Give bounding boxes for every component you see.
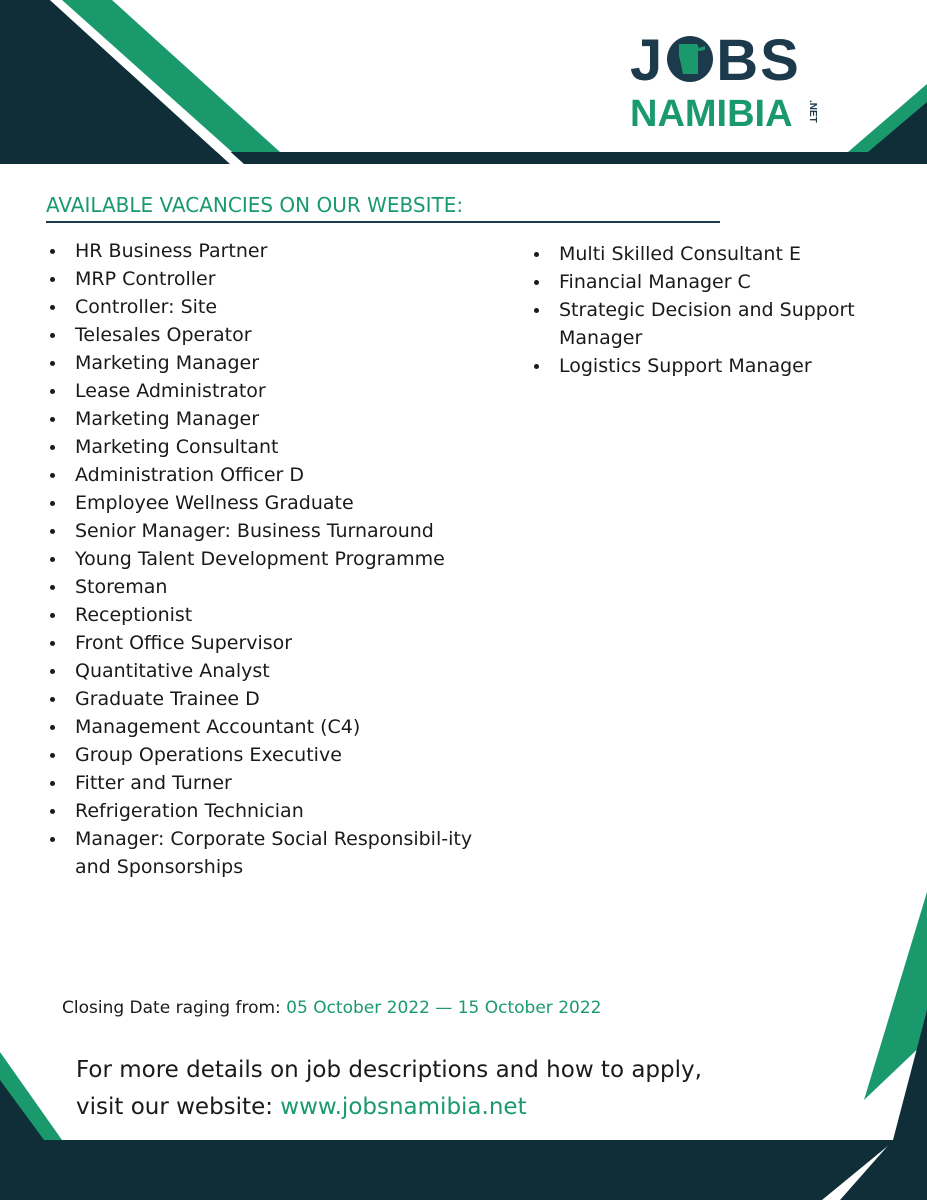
closing-date (62, 998, 601, 1018)
bullet-icon (50, 305, 55, 310)
logo-net-suffix: .NET (807, 100, 818, 123)
bullet-icon (534, 308, 539, 313)
vacancy-item (530, 352, 900, 380)
closing-date-range: 05 October 2022 — 15 October 2022 (286, 998, 602, 1018)
vacancy-item (46, 377, 496, 405)
bullet-icon (50, 585, 55, 590)
logo-wordmark (630, 28, 801, 93)
vacancy-title: MRP Controller (75, 268, 216, 290)
vacancy-title: Telesales Operator (75, 324, 252, 346)
vacancy-item (46, 237, 496, 265)
vacancy-item (46, 433, 496, 461)
vacancy-title: Marketing Manager (75, 352, 260, 374)
vacancy-item (46, 517, 496, 545)
vacancy-item (530, 268, 900, 296)
bullet-icon (50, 473, 55, 478)
vacancy-title: Financial Manager C (559, 271, 751, 293)
bullet-icon (50, 641, 55, 646)
vacancy-item (46, 545, 496, 573)
bullet-icon (50, 501, 55, 506)
vacancy-item (530, 240, 900, 268)
vacancy-title: Manager: Corporate Social Responsibil-ity and Sponsorships (75, 828, 473, 878)
bullet-icon (534, 280, 539, 285)
vacancy-item (46, 713, 496, 741)
bullet-icon (50, 529, 55, 534)
bullet-icon (50, 389, 55, 394)
vacancy-title: Employee Wellness Graduate (75, 492, 354, 514)
logo-letters-bs: BS (716, 28, 801, 93)
vacancy-title: Marketing Consultant (75, 436, 279, 458)
vacancy-item (46, 405, 496, 433)
bullet-icon (534, 364, 539, 369)
vacancy-item (46, 797, 496, 825)
bullet-icon (50, 557, 55, 562)
vacancy-title: Marketing Manager (75, 408, 260, 430)
vacancy-item (530, 296, 900, 352)
vacancy-item (46, 657, 496, 685)
vacancy-title: Fitter and Turner (75, 772, 232, 794)
vacancy-item (46, 629, 496, 657)
more-info-line2 (76, 1089, 702, 1126)
closing-date-label: Closing Date raging from: (62, 998, 281, 1018)
vacancy-item (46, 741, 496, 769)
bullet-icon (50, 417, 55, 422)
vacancy-title: Group Operations Executive (75, 744, 342, 766)
vacancy-title: Front Office Supervisor (75, 632, 293, 654)
website-link[interactable]: www.jobsnamibia.net (280, 1094, 527, 1120)
vacancy-title: Multi Skilled Consultant E (559, 243, 801, 265)
vacancy-title: Controller: Site (75, 296, 218, 318)
vacancy-item (46, 489, 496, 517)
bullet-icon (50, 781, 55, 786)
bullet-icon (50, 809, 55, 814)
jobs-namibia-logo (630, 28, 840, 135)
vacancy-title: Young Talent Development Programme (75, 548, 445, 570)
bullet-icon (50, 277, 55, 282)
bullet-icon (50, 333, 55, 338)
vacancy-item (46, 769, 496, 797)
vacancies-list-right (530, 240, 900, 380)
logo-letter-j: J (630, 28, 665, 93)
vacancy-item (46, 825, 496, 881)
bullet-icon (50, 361, 55, 366)
vacancy-title: Lease Administrator (75, 380, 266, 402)
vacancy-item (46, 461, 496, 489)
vacancy-title: Management Accountant (C4) (75, 716, 361, 738)
bullet-icon (50, 837, 55, 842)
vacancy-item (46, 573, 496, 601)
logo-namibia-text: NAMIBIA (630, 93, 793, 135)
vacancy-item (46, 685, 496, 713)
bullet-icon (50, 697, 55, 702)
heading-underline (46, 221, 720, 223)
vacancy-title: Graduate Trainee D (75, 688, 260, 710)
bullet-icon (50, 445, 55, 450)
bullet-icon (50, 753, 55, 758)
vacancy-item (46, 265, 496, 293)
vacancies-list-left (46, 237, 496, 881)
vacancy-title: Refrigeration Technician (75, 800, 304, 822)
vacancy-title: Strategic Decision and Support Manager (559, 299, 855, 349)
bullet-icon (534, 252, 539, 257)
vacancy-item (46, 601, 496, 629)
vacancy-item (46, 293, 496, 321)
bullet-icon (50, 613, 55, 618)
vacancy-title: Logistics Support Manager (559, 355, 812, 377)
vacancies-heading: AVAILABLE VACANCIES ON OUR WEBSITE: (46, 193, 464, 217)
more-info-line1: For more details on job descriptions and how to apply, (76, 1057, 702, 1083)
vacancy-title: Quantitative Analyst (75, 660, 270, 682)
vacancy-title: Receptionist (75, 604, 193, 626)
bullet-icon (50, 249, 55, 254)
vacancy-item (46, 321, 496, 349)
bullet-icon (50, 725, 55, 730)
more-info-block (76, 1052, 702, 1126)
vacancy-item (46, 349, 496, 377)
bullet-icon (50, 669, 55, 674)
vacancy-title: HR Business Partner (75, 240, 268, 262)
vacancy-title: Senior Manager: Business Turnaround (75, 520, 434, 542)
namibia-map-icon (665, 34, 715, 84)
more-info-prefix: visit our website: (76, 1094, 273, 1120)
vacancy-title: Storeman (75, 576, 168, 598)
vacancy-title: Administration Officer D (75, 464, 305, 486)
